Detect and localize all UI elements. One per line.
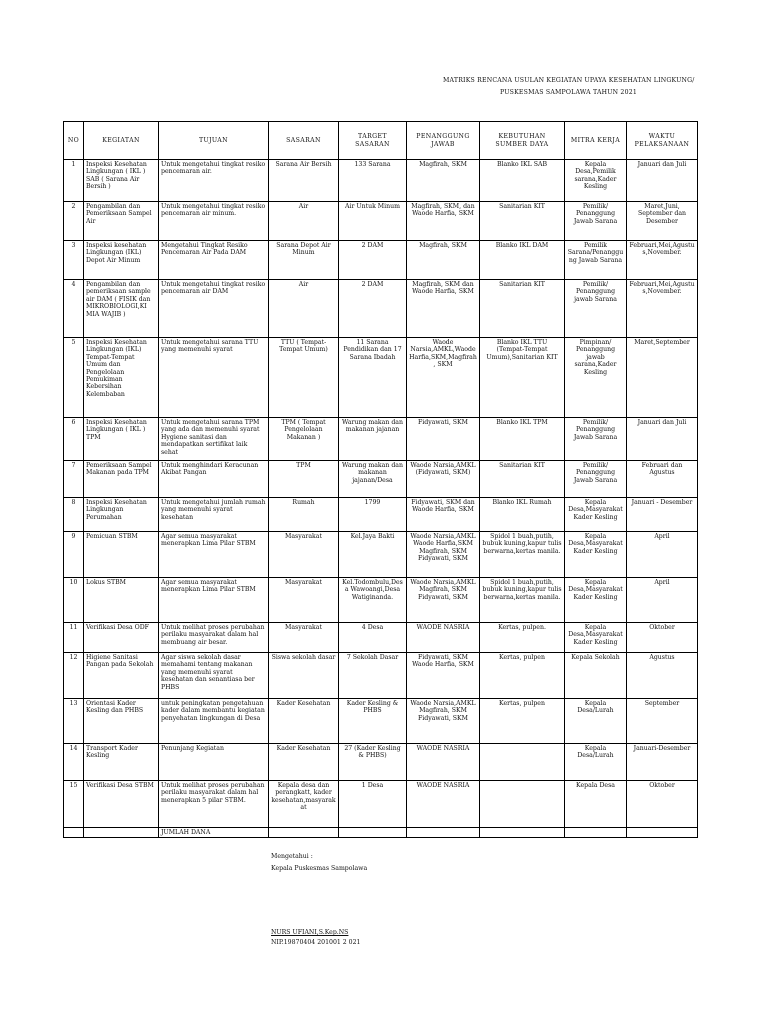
row-number: 8 [64, 498, 84, 532]
document-subtitle: PUSKESMAS SAMPOLAWA TAHUN 2021 [500, 89, 637, 96]
column-header: SASARAN [269, 122, 339, 160]
row-number: 9 [64, 532, 84, 578]
row-number: 15 [64, 781, 84, 828]
mitra-kerja-cell: Kepala Desa/Lurah [565, 744, 627, 781]
target-cell: 133 Sarana [339, 160, 407, 202]
row-number: 10 [64, 578, 84, 623]
kebutuhan-cell: Spidol 1 buah,putih, bubuk kuning,kapur tulis berwarna,kertas manila. [480, 532, 565, 578]
table-row [64, 498, 698, 532]
kebutuhan-cell: Sanitarian KIT [480, 202, 565, 241]
waktu-cell: Februari,Mei,Agustus,November. [627, 241, 698, 280]
row-number: 4 [64, 280, 84, 338]
mitra-kerja-cell: Kepala Desa,Masyarakat Kader Kesling [565, 498, 627, 532]
target-cell: Warung makan dan makanan jajanan [339, 418, 407, 461]
target-cell: Kel.Jaya Bakti [339, 532, 407, 578]
kebutuhan-cell: Blanko IKL DAM [480, 241, 565, 280]
activity-matrix-table [63, 121, 698, 838]
column-header: KEBUTUHAN SUMBER DAYA [480, 122, 565, 160]
row-number: 11 [64, 623, 84, 653]
waktu-cell: Januari-Desember [627, 744, 698, 781]
document-title: MATRIKS RENCANA USULAN KEGIATAN UPAYA KESEHATAN LINGKUNG/ [443, 77, 695, 84]
sasaran-cell: TTU ( Tempat-Tempat Umum) [269, 338, 339, 418]
row-number: 12 [64, 653, 84, 699]
mitra-kerja-cell: Kepala Desa/Lurah [565, 699, 627, 744]
waktu-cell: Oktober [627, 781, 698, 828]
tujuan-cell: Untuk mengetahui sarana TTU yang memenuhi syarat [159, 338, 269, 418]
penanggung-jawab-cell: Waode Narsia,AMKL Magfirah, SKM Fidyawati, SKM [407, 578, 480, 623]
kebutuhan-cell [480, 781, 565, 828]
row-number: 7 [64, 461, 84, 498]
waktu-cell: September [627, 699, 698, 744]
kegiatan-cell: Pengambilan dan pemeriksaan sample air DAM ( FISIK dan MIKROBIOLOGI,KI MIA WAJIB ) [84, 280, 159, 338]
mitra-kerja-cell: Pimpinan/ Penanggung jawab sarana,Kader Kesling [565, 338, 627, 418]
penanggung-jawab-cell: Fidyawati, SKM dan Waode Harfia, SKM [407, 498, 480, 532]
tujuan-cell: Mengetahui Tingkat Resiko Pencemaran Air Pada DAM [159, 241, 269, 280]
penanggung-jawab-cell: Magfirah, SKM dan Waode Harfia, SKM [407, 280, 480, 338]
waktu-cell: Februari,Mei,Agustus,November. [627, 280, 698, 338]
table-row [64, 418, 698, 461]
kebutuhan-cell: Blanko IKL Rumah [480, 498, 565, 532]
tujuan-cell: Agar siswa sekolah dasar memahami tentang makanan yang memenuhi syarat kesehatan dan senantiasa ber PHBS [159, 653, 269, 699]
mitra-kerja-cell: Pemilik/ Penanggung Jawab Sarana [565, 202, 627, 241]
table-row [64, 532, 698, 578]
waktu-cell: April [627, 578, 698, 623]
column-header: TUJUAN [159, 122, 269, 160]
waktu-cell: Januari dan Juli [627, 160, 698, 202]
tujuan-cell: Untuk mengetahui jumlah rumah yang memenuhi syarat kesehatan [159, 498, 269, 532]
tujuan-cell: Agar semua masyarakat menerapkan Lima Pilar STBM [159, 532, 269, 578]
table-row [64, 241, 698, 280]
sasaran-cell: Kader Kesehatan [269, 699, 339, 744]
penanggung-jawab-cell: Waode Narsia,AMKL,Waode Harfia,SKM,Magfirah, SKM [407, 338, 480, 418]
mitra-kerja-cell: Pemilik Sarana/Penanggung Jawab Sarana [565, 241, 627, 280]
waktu-cell: Agustus [627, 653, 698, 699]
penanggung-jawab-cell: Waode Narsia,AMKL (Fidyawati, SKM) [407, 461, 480, 498]
sasaran-cell: Air [269, 280, 339, 338]
tujuan-cell: Untuk melihat proses perubahan perilaku masyarakat dalam hal membuang air besar. [159, 623, 269, 653]
target-cell: 2 DAM [339, 280, 407, 338]
target-cell: 1799 [339, 498, 407, 532]
kegiatan-cell: Inspeksi Kesehatan Lingkungan ( IKL ) TPM [84, 418, 159, 461]
mitra-kerja-cell: Pemilik/ Penanggung Jawab Sarana [565, 418, 627, 461]
kegiatan-cell: Higiene Sanitasi Pangan pada Sekolah [84, 653, 159, 699]
waktu-cell: Januari - Desember [627, 498, 698, 532]
row-number: 14 [64, 744, 84, 781]
waktu-cell: Januari dan Juli [627, 418, 698, 461]
penanggung-jawab-cell: Waode Narsia,AMKL Waode Harfia,SKM Magfirah, SKM Fidyawati, SKM [407, 532, 480, 578]
penanggung-jawab-cell: WAODE NASRIA [407, 744, 480, 781]
kegiatan-cell: Inspeksi Kesehatan Lingkungan (IKL) Tempat-Tempat Umum dan Pengelolaan Pemukiman Kebersihan Kelembaban [84, 338, 159, 418]
column-header: KEGIATAN [84, 122, 159, 160]
kegiatan-cell: Pemicuan STBM [84, 532, 159, 578]
mitra-kerja-cell: Kepala Desa,Masyarakat Kader Kesling [565, 532, 627, 578]
table-row [64, 699, 698, 744]
mitra-kerja-cell: Kepala Sekolah [565, 653, 627, 699]
column-header: WAKTU PELAKSANAAN [627, 122, 698, 160]
penanggung-jawab-cell: WAODE NASRIA [407, 781, 480, 828]
kebutuhan-cell [480, 744, 565, 781]
kegiatan-cell: Verifikasi Desa STBM [84, 781, 159, 828]
sasaran-cell: Masyarakat [269, 532, 339, 578]
penanggung-jawab-cell: Magfirah, SKM [407, 160, 480, 202]
target-cell: 1 Desa [339, 781, 407, 828]
kebutuhan-cell: Blanko IKL SAB [480, 160, 565, 202]
sasaran-cell: Kader Kesehatan [269, 744, 339, 781]
approver-title: Kepala Puskesmas Sampolawa [271, 865, 368, 872]
kebutuhan-cell: Blanko IKL TPM [480, 418, 565, 461]
kebutuhan-cell: Spidol 1 buah,putih, bubuk kuning,kapur tulis berwarna,kertas manila. [480, 578, 565, 623]
tujuan-cell: Penunjang Kegiatan [159, 744, 269, 781]
sasaran-cell: TPM [269, 461, 339, 498]
table-row [64, 280, 698, 338]
row-number: 13 [64, 699, 84, 744]
penanggung-jawab-cell: Fidyawati, SKM Waode Harfia, SKM [407, 653, 480, 699]
table-row [64, 160, 698, 202]
table-row [64, 781, 698, 828]
kegiatan-cell: Pengambilan dan Pemeriksaan Sampel Air [84, 202, 159, 241]
tujuan-cell: untuk peningkatan pengetahuan kader dalam membantu kegiatan penyehatan lingkungan di Desa [159, 699, 269, 744]
table-row [64, 744, 698, 781]
row-number: 2 [64, 202, 84, 241]
target-cell: 2 DAM [339, 241, 407, 280]
penanggung-jawab-cell: Magfirah, SKM [407, 241, 480, 280]
target-cell: 27 (Kader Kesling & PHBS) [339, 744, 407, 781]
tujuan-cell: Untuk mengetahui sarana TPM yang ada dan memenuhi syarat Hygiene sanitasi dan mendapatkan sertifikat laik sehat [159, 418, 269, 461]
mitra-kerja-cell: Pemilik/ Penanggung Jawab Sarana [565, 461, 627, 498]
column-header: NO [64, 122, 84, 160]
approver-name: NURS UFIANI,S.Kep.NS [271, 929, 349, 936]
mitra-kerja-cell: Kepala Desa [565, 781, 627, 828]
target-cell: Warung makan dan makanan jajanan/Desa [339, 461, 407, 498]
sasaran-cell: Kepala desa dan perangkatt, kader kesehatan,masyarakat [269, 781, 339, 828]
table-body [64, 160, 698, 828]
penanggung-jawab-cell: Magfirah, SKM, dan Waode Harfia, SKM [407, 202, 480, 241]
target-cell: Air Untuk Minum [339, 202, 407, 241]
tujuan-cell: Untuk mengetahui tingkat resiko pencemaran air DAM [159, 280, 269, 338]
penanggung-jawab-cell: Waode Narsia,AMKL Magfirah, SKM Fidyawati, SKM [407, 699, 480, 744]
kebutuhan-cell: Blanko IKL TTU (Tempat-Tempat Umum),Sanitarian KIT [480, 338, 565, 418]
mitra-kerja-cell: Kepala Desa,Masyarakat Kader Kesling [565, 578, 627, 623]
penanggung-jawab-cell: Fidyawati, SKM [407, 418, 480, 461]
column-header: TARGET SASARAN [339, 122, 407, 160]
kegiatan-cell: Transport Kader Kesling [84, 744, 159, 781]
target-cell: Kel.Todombulu,Desa Wawoangi,Desa Watiginanda. [339, 578, 407, 623]
sasaran-cell: Rumah [269, 498, 339, 532]
target-cell: 11 Sarana Pendidikan dan 17 Sarana Ibadah [339, 338, 407, 418]
tujuan-cell: Untuk mengetahui tingkat resiko pencemaran air. [159, 160, 269, 202]
table-header-row [64, 122, 698, 160]
tujuan-cell: Untuk melihat proses perubahan perilaku masyarakat dalam hal menerapkan 5 pilar STBM. [159, 781, 269, 828]
kegiatan-cell: Inspeksi Kesehatan Lingkungan ( IKL ) SAB ( Sarana Air Bersih ) [84, 160, 159, 202]
row-number: 5 [64, 338, 84, 418]
sasaran-cell: Sarana Depot Air Minum [269, 241, 339, 280]
mitra-kerja-cell: Pemilik/ Penanggung jawab Sarana [565, 280, 627, 338]
sasaran-cell: Masyarakat [269, 623, 339, 653]
mitra-kerja-cell: Kepala Desa,Masyarakat Kader Kesling [565, 623, 627, 653]
table-row [64, 578, 698, 623]
waktu-cell: Februari dan Agustus [627, 461, 698, 498]
total-label: JUMLAH DANA [159, 828, 269, 838]
target-cell: 4 Desa [339, 623, 407, 653]
sasaran-cell: Siswa sekolah dasar [269, 653, 339, 699]
table-row [64, 202, 698, 241]
tujuan-cell: Untuk mengetahui tingkat resiko pencemaran air minum. [159, 202, 269, 241]
table-row [64, 653, 698, 699]
tujuan-cell: Untuk menghindari Keracunan Akibat Pangan [159, 461, 269, 498]
approval-label: Mengetahui : [271, 853, 313, 860]
table-row [64, 623, 698, 653]
total-row [64, 828, 698, 838]
kebutuhan-cell: Kertas, pulpen [480, 653, 565, 699]
row-number: 1 [64, 160, 84, 202]
kebutuhan-cell: Sanitarian KIT [480, 280, 565, 338]
row-number: 6 [64, 418, 84, 461]
column-header: PENANGGUNG JAWAB [407, 122, 480, 160]
kebutuhan-cell: Kertas, pulpen [480, 699, 565, 744]
kegiatan-cell: Orientasi Kader Kesling dan PHBS [84, 699, 159, 744]
sasaran-cell: TPM ( Tempat Pengelolaan Makanan ) [269, 418, 339, 461]
kegiatan-cell: Pemeriksaan Sampel Makanan pada TPM [84, 461, 159, 498]
kegiatan-cell: Inspeksi kesehatan Lingkungan (IKL) Depot Air Minum [84, 241, 159, 280]
table-row [64, 461, 698, 498]
kebutuhan-cell: Kertas, pulpen. [480, 623, 565, 653]
column-header: MITRA KERJA [565, 122, 627, 160]
kebutuhan-cell: Sanitarian KIT [480, 461, 565, 498]
kegiatan-cell: Inspeksi Kesehatan Lingkungan Perumahan [84, 498, 159, 532]
row-number: 3 [64, 241, 84, 280]
penanggung-jawab-cell: WAODE NASRIA [407, 623, 480, 653]
mitra-kerja-cell: Kepala Desa,Pemilik sarana,Kader Kesling [565, 160, 627, 202]
target-cell: Kader Kesling & PHBS [339, 699, 407, 744]
waktu-cell: Maret,Juni, September dan Desember [627, 202, 698, 241]
tujuan-cell: Agar semua masyarakat menerapkan Lima Pilar STBM [159, 578, 269, 623]
sasaran-cell: Air [269, 202, 339, 241]
table-row [64, 338, 698, 418]
kegiatan-cell: Lokus STBM [84, 578, 159, 623]
approver-nip: NIP.19870404 201001 2 021 [271, 939, 361, 946]
waktu-cell: April [627, 532, 698, 578]
kegiatan-cell: Verifikasi Desa ODF [84, 623, 159, 653]
sasaran-cell: Masyarakat [269, 578, 339, 623]
waktu-cell: Maret,September [627, 338, 698, 418]
sasaran-cell: Sarana Air Bersih [269, 160, 339, 202]
waktu-cell: Oktober [627, 623, 698, 653]
target-cell: 7 Sekolah Dasar [339, 653, 407, 699]
